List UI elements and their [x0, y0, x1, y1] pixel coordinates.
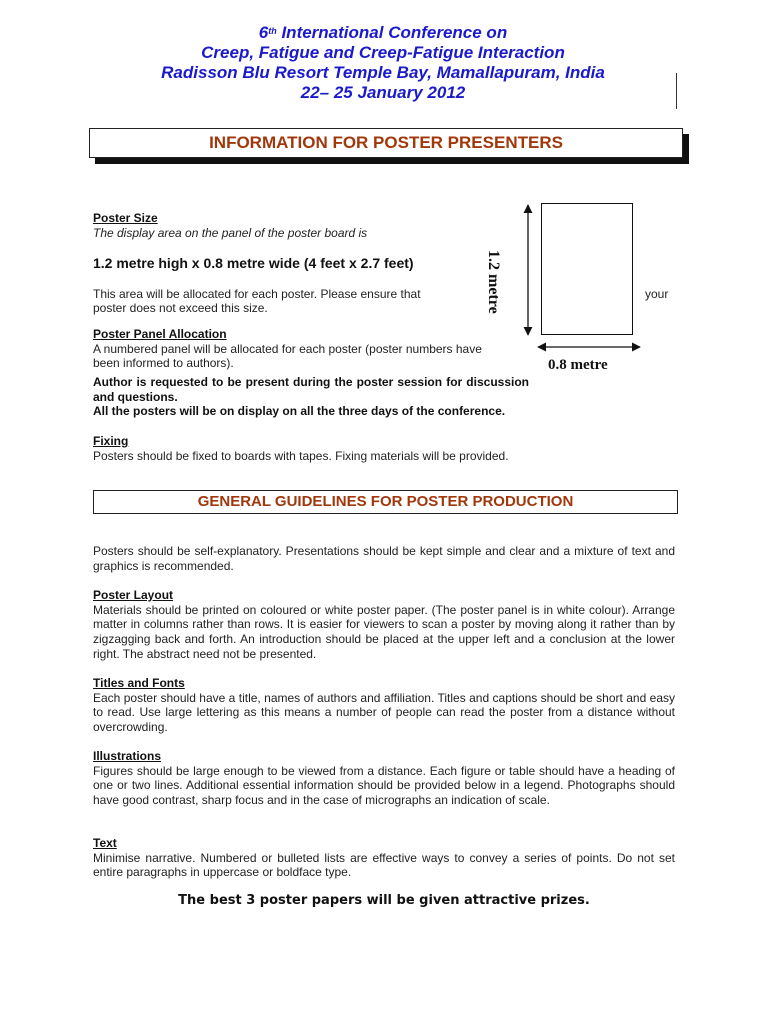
panel-allocation-text: A numbered panel will be allocated for each poster (poster numbers have been informed to authors). [93, 341, 482, 371]
fixing-heading: Fixing [93, 434, 129, 448]
header-line-3: Radisson Blu Resort Temple Bay, Mamallapuram, India [161, 63, 605, 82]
height-label: 1.2 metre [485, 250, 502, 314]
titles-fonts-heading: Titles and Fonts [93, 676, 185, 690]
panel-allocation-block [93, 327, 503, 371]
poster-size-intro: The display area on the panel of the poster board is [93, 225, 368, 240]
fixing-text: Posters should be fixed to boards with tapes. Fixing materials will be provided. [93, 448, 509, 463]
illustrations-block [93, 749, 675, 808]
section-title-general-guidelines: GENERAL GUIDELINES FOR POSTER PRODUCTION [93, 490, 678, 514]
poster-layout-block [93, 588, 675, 662]
poster-outline [541, 203, 633, 335]
guidelines-intro: Posters should be self-explanatory. Presentations should be kept simple and clear and a mixture of text and graphics is recommended. [93, 544, 675, 573]
prize-announcement: The best 3 poster papers will be given attractive prizes. [178, 893, 590, 908]
conference-header [90, 23, 676, 103]
fixing-block [93, 434, 675, 463]
panel-allocation-heading: Poster Panel Allocation [93, 327, 227, 341]
header-divider [676, 73, 677, 109]
poster-size-note-1: This area will be allocated for each poster. Please ensure that [93, 287, 421, 301]
header-line-4: 22– 25 January 2012 [300, 83, 466, 102]
illustrations-heading: Illustrations [93, 749, 162, 763]
titles-fonts-block [93, 676, 675, 735]
text-body: Minimise narrative. Numbered or bulleted lists are effective ways to convey a series of points. Do not set entire paragraphs in uppercase or boldface type. [93, 850, 675, 880]
display-days-note: All the posters will be on display on all the three days of the conference. [93, 404, 506, 418]
poster-layout-text: Materials should be printed on coloured or white poster paper. (The poster panel is in white colour). Arrange matter in columns rather than rows. It is easier for viewers to scan a poster by moving along it rather than by zigzagging back and forth. An introduction should be placed at the upper left and a conclusion at the lower right. The abstract need not be presented. [93, 602, 675, 661]
illustrations-text: Figures should be large enough to be viewed from a distance. Each figure or table should have a heading of one or two lines. Additional essential information should be provided below in a legend. Photographs should have good contrast, sharp focus and in the case of micrographs an indication of scale. [93, 763, 675, 808]
poster-size-diagram [480, 195, 680, 385]
header-line-2: Creep, Fatigue and Creep-Fatigue Interaction [201, 43, 565, 62]
width-label: 0.8 metre [548, 357, 608, 373]
poster-layout-heading: Poster Layout [93, 588, 174, 602]
poster-dimensions: 1.2 metre high x 0.8 metre wide (4 feet x 2.7 feet) [93, 255, 414, 271]
header-line-1: 6th International Conference on [258, 23, 508, 42]
text-block [93, 836, 675, 880]
poster-size-heading: Poster Size [93, 211, 158, 225]
section-title-poster-presenters: INFORMATION FOR POSTER PRESENTERS [89, 128, 683, 158]
poster-size-note-2: your [645, 287, 669, 301]
poster-size-note-3: poster does not exceed this size. [93, 301, 268, 315]
titles-fonts-text: Each poster should have a title, names of authors and affiliation. Titles and captions should be short and easy to read. Use large lettering as this means a number of people can read the poster from a distance without overcrowding. [93, 690, 675, 735]
author-presence-note: Author is requested to be present during the poster session for discussion and questions. [93, 375, 529, 404]
text-heading: Text [93, 836, 117, 850]
